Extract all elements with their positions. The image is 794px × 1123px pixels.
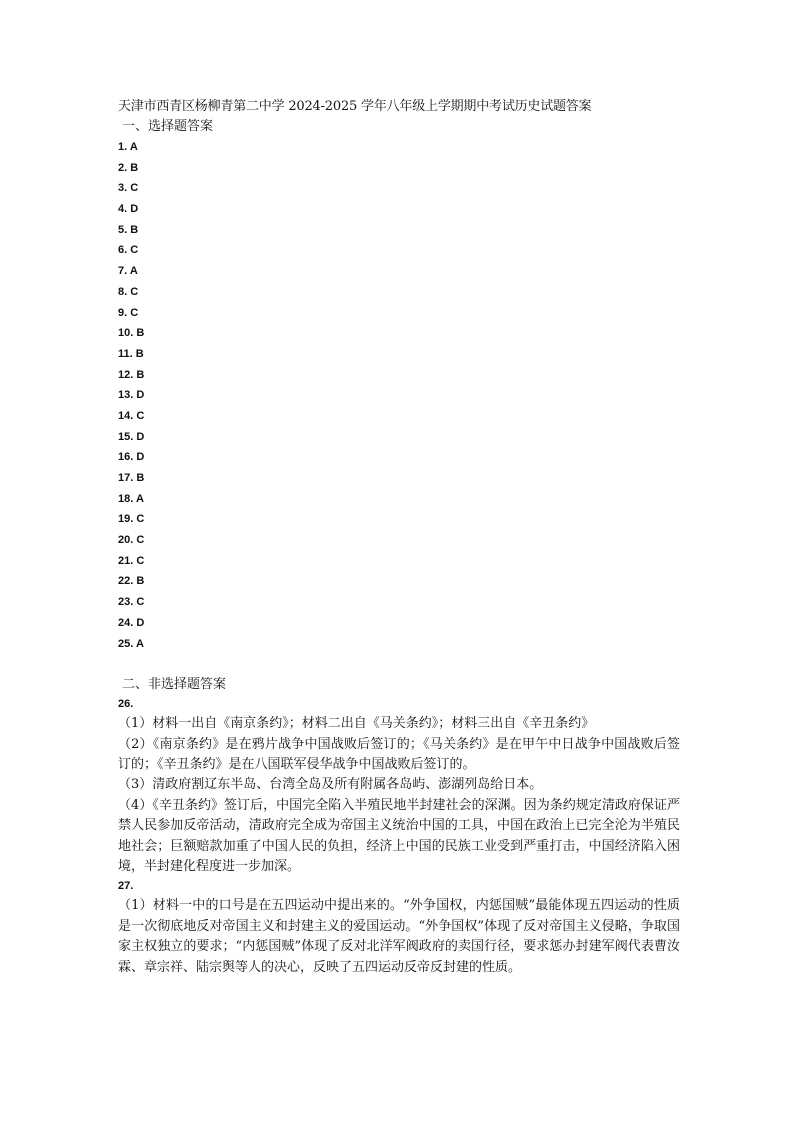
answer-item: 7. A <box>118 265 138 278</box>
answer-item: 4. D <box>118 203 139 216</box>
answer-item: 9. C <box>118 306 139 319</box>
section-spacer <box>118 654 680 675</box>
section-2-heading: 二、非选择题答案 <box>122 677 227 693</box>
answer-item: 2. B <box>118 161 139 174</box>
question-26-number: 26. <box>118 698 134 711</box>
answer-item: 6. C <box>118 244 139 257</box>
question-27-part-1: （1）材料一中的口号是在五四运动中提出来的。“外争国权，内惩国贼”最能体现五四运动的性质是一次彻底地反对帝国主义和封建主义的爱国运动。“外争国权”体现了反对帝国主义侵略，争取国家主权独立的要求；“内惩国贼”体现了反对北洋军阀政府的卖国行径，要求惩办封建军阀代表曹汝霖、章宗祥、陆宗舆等人的决心，反映了五四运动反帝反封建的性质。 <box>118 898 680 975</box>
answer-item: 21. C <box>118 554 145 567</box>
question-27-number: 27. <box>118 880 134 893</box>
answer-item: 23. C <box>118 596 145 609</box>
answer-item: 18. A <box>118 492 144 505</box>
answer-item: 19. C <box>118 513 145 526</box>
answer-item: 15. D <box>118 430 145 443</box>
answer-item: 11. B <box>118 347 144 360</box>
question-26-part-1: （1）材料一出自《南京条约》；材料二出自《马关条约》；材料三出自《辛丑条约》 <box>118 716 595 732</box>
section-1-heading: 一、选择题答案 <box>122 119 214 134</box>
answer-item: 13. D <box>118 389 145 402</box>
document-title: 天津市西青区杨柳青第二中学 2024-2025 学年八年级上学期期中考试历史试题答案 <box>118 99 592 114</box>
answer-item: 22. B <box>118 575 145 588</box>
answer-item: 14. C <box>118 409 145 422</box>
answer-item: 10. B <box>118 327 145 340</box>
answer-item: 25. A <box>118 637 144 650</box>
answer-item: 17. B <box>118 472 145 484</box>
answer-item: 16. D <box>118 451 145 464</box>
question-26-part-3: （3）清政府割辽东半岛、台湾全岛及所有附属各岛屿、澎湖列岛给日本。 <box>118 777 543 793</box>
answer-item: 3. C <box>118 182 139 195</box>
answer-item: 1. A <box>118 141 138 153</box>
question-26-part-2: （2）《南京条约》是在鸦片战争中国战败后签订的；《马关条约》是在甲午中日战争中国战败后签订的；《辛丑条约》是在八国联军侵华战争中国战败后签订的。 <box>118 736 680 772</box>
multiple-choice-answer-list <box>118 137 680 654</box>
answer-item: 12. B <box>118 368 145 381</box>
answer-item: 8. C <box>118 285 139 298</box>
question-26-part-4: （4）《辛丑条约》签订后，中国完全陷入半殖民地半封建社会的深渊。因为条约规定清政府保证严禁人民参加反帝活动，清政府完全成为帝国主义统治中国的工具，中国在政治上已完全沦为半殖民地社会；巨额赔款加重了中国人民的负担，经济上中国的民族工业受到严重打击，中国经济陷入困境，半封建化程度进一步加深。 <box>118 797 680 875</box>
answer-document <box>118 97 680 978</box>
answer-item: 24. D <box>118 616 145 629</box>
answer-item: 5. B <box>118 223 139 236</box>
answer-item: 20. C <box>118 534 145 547</box>
